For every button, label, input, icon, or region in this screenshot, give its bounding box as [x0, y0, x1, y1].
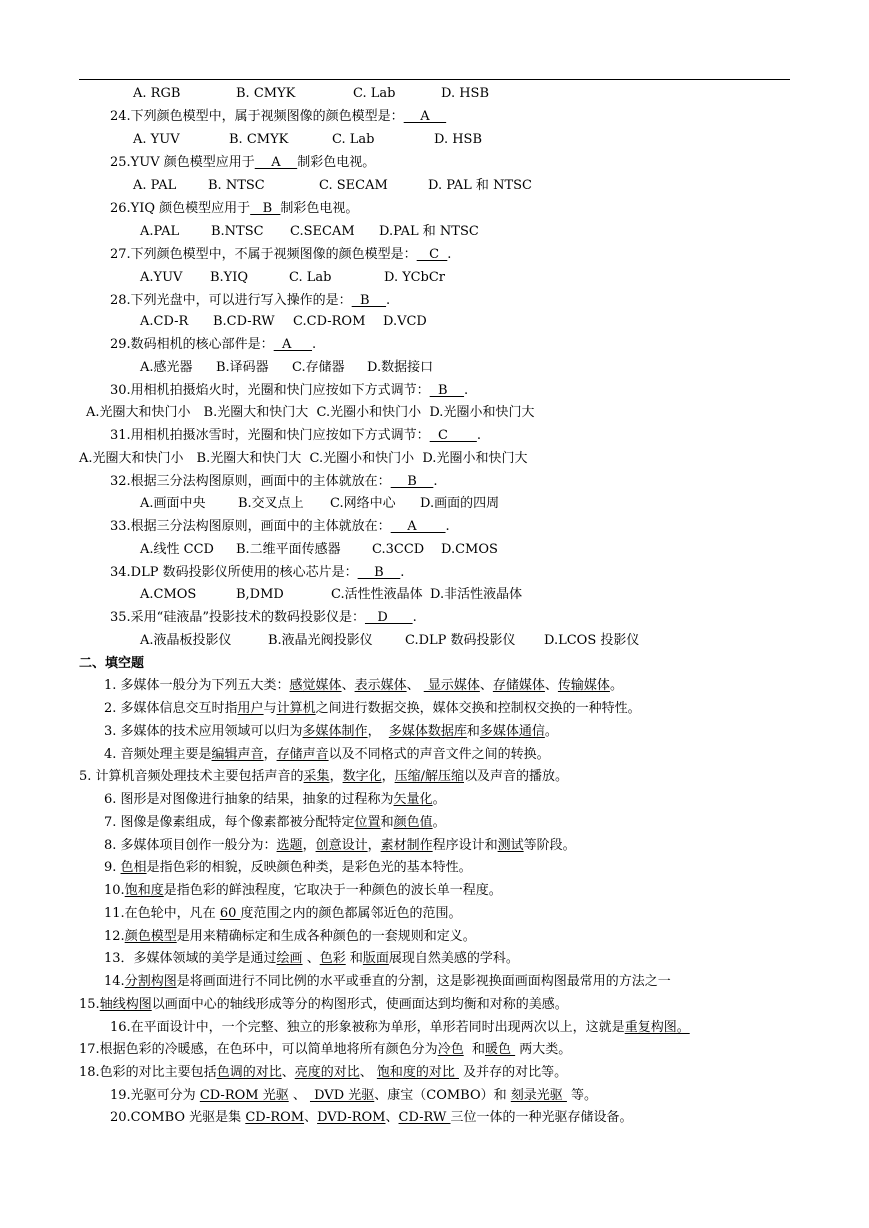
fill-answer: 数字化 [342, 769, 382, 784]
question-suffix: . [312, 337, 317, 352]
fill-text: 。 [609, 678, 623, 693]
option-b: B.交叉点上 [238, 496, 304, 511]
option-d: D.LCOS 投影仪 [544, 633, 640, 648]
fill-answer: 暖色 [484, 1042, 516, 1057]
answer-blank: C [429, 428, 477, 443]
fill-answer: 创意设计 [315, 838, 368, 853]
fill-answer: 轴线构图 [99, 997, 152, 1012]
fill-text: 16.在平面设计中，一个完整、独立的形象被称为单形，单形若同时出现两次以上，这就是 [110, 1020, 625, 1035]
options-l30 [86, 404, 534, 422]
question-text: 29.数码相机的核心部件是： [110, 337, 274, 352]
fill-answer: 用户 [237, 701, 264, 716]
fill-answer: 绘画 [276, 951, 303, 966]
option-c: C.网络中心 [330, 496, 396, 511]
question-text: 26.YIQ 颜色模型应用于 [110, 201, 251, 216]
fill-text: 是指色彩的鲜浊程度，它取决于一种颜色的波长单一程度。 [163, 883, 502, 898]
option-c: C. Lab [289, 270, 332, 285]
option-a: A.线性 CCD [140, 542, 214, 557]
question-text: 33.根据三分法构图原则，画面中的主体就放在： [110, 519, 391, 534]
section-title: 二、填空题 [79, 656, 145, 671]
fill-text: 是指色彩的相貌，反映颜色种类，是彩色光的基本特性。 [146, 860, 472, 875]
question-text: 32.根据三分法构图原则，画面中的主体就放在： [110, 474, 391, 489]
option-c: C.CD-ROM [293, 314, 366, 329]
fill-answer: 饱和度的对比 [376, 1065, 460, 1080]
fill-text: 、 [288, 1088, 310, 1103]
question-q30 [110, 382, 468, 400]
question-suffix: . [476, 428, 481, 443]
fill-answer: 色彩 [319, 951, 346, 966]
option-a: A.PAL [140, 224, 180, 239]
fill-item-f12 [104, 928, 476, 946]
option-c: C.SECAM [290, 224, 355, 239]
option-d: D.CMOS [441, 542, 498, 557]
question-q31 [110, 427, 481, 445]
fill-text: 、 [304, 1110, 318, 1125]
question-text: 31.用相机拍摄冰雪时，光圈和快门应按如下方式调节： [110, 428, 430, 443]
fill-text: 及并存的对比等。 [459, 1065, 568, 1080]
question-q27 [110, 246, 451, 264]
fill-answer: 60 [219, 906, 241, 921]
fill-text: 两大类。 [515, 1042, 572, 1057]
fill-answer: 亮度的对比 [294, 1065, 360, 1080]
fill-answer: 素材制作 [380, 838, 433, 853]
question-text: 24.下列颜色模型中，属于视频图像的颜色模型是： [110, 109, 404, 124]
option-b: B. CMYK [229, 132, 289, 147]
fill-text: 1. 多媒体一般分为下列五大类： [104, 678, 290, 693]
fill-text: 和 [380, 815, 394, 830]
fill-text: ， [263, 747, 277, 762]
fill-text: 6. 图形是对图像进行抽象的结果，抽象的过程称为 [104, 792, 394, 807]
fill-answer: 分割构图 [124, 974, 177, 989]
fill-answer: CD-ROM 光驱 [199, 1088, 289, 1103]
fill-text: 和 [345, 951, 363, 966]
fill-answer: 色相 [120, 860, 147, 875]
fill-text: 和 [466, 724, 480, 739]
option-d: D. HSB [441, 86, 490, 101]
fill-answer: 测试 [497, 838, 524, 853]
option-a: A.液晶板投影仪 [140, 633, 232, 648]
fill-answer: 位置 [354, 815, 381, 830]
fill-text: 20.COMBO 光驱是集 [110, 1110, 246, 1125]
fill-item-f2 [104, 700, 641, 718]
fill-answer: 颜色值 [393, 815, 433, 830]
fill-text: 、 [359, 1065, 377, 1080]
option-d: D.非活性液晶体 [430, 587, 523, 602]
fill-item-f11 [104, 905, 462, 923]
fill-text: 11.在色轮中，凡在 [104, 906, 220, 921]
fill-answer: 编辑声音 [211, 747, 264, 762]
option-a: A. YUV [133, 132, 180, 147]
fill-answer: 传输媒体 [557, 678, 610, 693]
fill-text: 5. 计算机音频处理技术主要包括声音的 [79, 769, 304, 784]
answer-blank: B [429, 383, 465, 398]
answer-blank: B [357, 565, 401, 580]
answer-blank: A [403, 109, 447, 124]
question-text: 25.YUV 颜色模型应用于 [110, 155, 255, 170]
question-q29 [110, 336, 316, 354]
question-suffix: . [447, 247, 452, 262]
fill-text: ， [329, 769, 343, 784]
fill-answer: DVD-ROM [317, 1110, 386, 1125]
answer-blank: A [273, 337, 313, 352]
fill-answer: DVD 光驱 [309, 1088, 375, 1103]
fill-item-f5 [79, 768, 568, 786]
fill-item-f13 [104, 950, 519, 968]
fill-item-f14 [104, 973, 671, 991]
fill-text: 与 [263, 701, 277, 716]
fill-item-f10 [104, 882, 502, 900]
fill-text: 、康宝（COMBO）和 [374, 1088, 511, 1103]
fill-text: 4. 音频处理主要是 [104, 747, 212, 762]
fill-item-f7 [104, 814, 446, 832]
fill-answer: 存储声音 [276, 747, 329, 762]
option-a: A.YUV [140, 270, 183, 285]
fill-text: 12. [104, 929, 125, 944]
fill-text: 14. [104, 974, 125, 989]
option-c: C. Lab [332, 132, 375, 147]
option-d: D. PAL 和 NTSC [428, 178, 532, 193]
fill-text: ， [367, 724, 389, 739]
fill-text: 等。 [566, 1088, 598, 1103]
fill-answer: 表示媒体 [354, 678, 407, 693]
option-b: B.二维平面传感器 [236, 542, 341, 557]
option-d: D.VCD [383, 314, 427, 329]
question-text: 27.下列颜色模型中，不属于视频图像的颜色模型是： [110, 247, 417, 262]
fill-item-f15 [79, 996, 568, 1014]
question-q34 [110, 564, 404, 582]
question-suffix: . [412, 610, 417, 625]
option-b: B.CD-RW [213, 314, 275, 329]
question-q28 [110, 292, 390, 310]
fill-text: 以画面中心的轴线形成等分的构图形式，使画面达到均衡和对称的美感。 [151, 997, 568, 1012]
fill-text: 19.光驱可分为 [110, 1088, 200, 1103]
fill-text: 是用来精确标定和生成各种颜色的一套规则和定义。 [176, 929, 476, 944]
fill-text: 10. [104, 883, 125, 898]
answer-blank: C [416, 247, 448, 262]
fill-answer: 刻录光驱 [510, 1088, 567, 1103]
fill-text: ， [381, 769, 395, 784]
option-c: C. Lab [353, 86, 396, 101]
answer-blank: B [351, 293, 387, 308]
option-b: B.YIQ [210, 270, 249, 285]
answer-blank: A [390, 519, 446, 534]
option-d: D.画面的四周 [420, 496, 500, 511]
fill-text: 和 [463, 1042, 485, 1057]
fill-text: 之间进行数据交换，媒体交换和控制权交换的一种特性。 [315, 701, 641, 716]
question-text: 35.采用“硅液晶”投影技术的数码投影仪是： [110, 610, 365, 625]
options-text: A.光圈大和快门小 B.光圈大和快门大 C.光圈小和快门小 D.光圈小和快门大 [79, 451, 528, 466]
fill-text: 。 [432, 792, 446, 807]
fill-answer: 多媒体制作 [302, 724, 368, 739]
question-suffix: . [464, 383, 469, 398]
option-c: C. SECAM [319, 178, 388, 193]
answer-blank: B [390, 474, 434, 489]
option-a: A.CMOS [140, 587, 197, 602]
fill-answer: 计算机 [276, 701, 316, 716]
option-b: B.液晶光阀投影仪 [268, 633, 373, 648]
fill-text: 是将画面进行不同比例的水平或垂直的分割，这是影视换面画面构图最常用的方法之一 [176, 974, 671, 989]
fill-item-f17 [79, 1041, 571, 1059]
fill-answer: 饱和度 [124, 883, 164, 898]
option-b: B. CMYK [236, 86, 296, 101]
fill-text: 、 [406, 678, 424, 693]
fill-text: 15. [79, 997, 100, 1012]
fill-answer: 采集 [303, 769, 330, 784]
fill-item-f20 [110, 1109, 633, 1127]
option-b: B.译码器 [216, 360, 269, 375]
fill-text: 以及不同格式的声音文件之间的转换。 [328, 747, 550, 762]
fill-item-f9 [104, 859, 472, 877]
option-b: B. NTSC [208, 178, 265, 193]
fill-answer: CD-RW [398, 1110, 451, 1125]
fill-text: 。 [432, 815, 446, 830]
fill-text: 13．多媒体领域的美学是通过 [104, 951, 277, 966]
options-text: A.光圈大和快门小 B.光圈大和快门大 C.光圈小和快门小 D.光圈小和快门大 [86, 405, 535, 420]
fill-answer: 色调的对比 [216, 1065, 282, 1080]
fill-text: 。 [544, 724, 558, 739]
question-text: 30.用相机拍摄焰火时，光圈和快门应按如下方式调节： [110, 383, 430, 398]
fill-item-f16 [110, 1019, 690, 1037]
fill-text: 以及声音的播放。 [464, 769, 569, 784]
fill-text: 9. [104, 860, 121, 875]
fill-answer: 重复构图。 [624, 1020, 690, 1035]
option-a: A. RGB [133, 86, 181, 101]
option-c: C.存储器 [292, 360, 345, 375]
answer-blank: A [254, 155, 298, 170]
question-suffix: 制彩色电视。 [280, 201, 359, 216]
question-suffix: . [386, 293, 391, 308]
option-b: B.NTSC [211, 224, 264, 239]
option-a: A.感光器 [140, 360, 193, 375]
answer-blank: B [250, 201, 281, 216]
fill-text: 、 [302, 951, 320, 966]
fill-text: 、 [544, 678, 558, 693]
option-c: C.活性性液晶体 [331, 587, 423, 602]
option-d: D.PAL 和 NTSC [379, 224, 479, 239]
option-d: D. YCbCr [384, 270, 446, 285]
question-suffix: 制彩色电视。 [297, 155, 376, 170]
fill-answer: 压缩/解压缩 [394, 769, 464, 784]
fill-text: 度范围之内的颜色都属邻近色的范围。 [240, 906, 462, 921]
option-c: C.3CCD [372, 542, 425, 557]
fill-text: ， [302, 838, 316, 853]
fill-answer: 多媒体通信 [479, 724, 545, 739]
fill-answer: 感觉媒体 [289, 678, 342, 693]
fill-answer: 冷色 [437, 1042, 464, 1057]
fill-item-f6 [104, 791, 446, 809]
question-q35 [110, 609, 417, 627]
fill-answer: 选题 [276, 838, 303, 853]
fill-text: 三位一体的一种光驱存储设备。 [450, 1110, 633, 1125]
fill-answer: CD-ROM [245, 1110, 305, 1125]
answer-blank: D [364, 610, 413, 625]
fill-text: ， [367, 838, 381, 853]
fill-answer: 存储媒体 [492, 678, 545, 693]
question-suffix: . [400, 565, 405, 580]
fill-text: 18.色彩的对比主要包括 [79, 1065, 217, 1080]
fill-text: 等阶段。 [523, 838, 576, 853]
fill-text: 8. 多媒体项目创作一般分为： [104, 838, 277, 853]
question-suffix: . [433, 474, 438, 489]
question-text: 28.下列光盘中，可以进行写入操作的是： [110, 293, 352, 308]
header-rule [79, 79, 790, 80]
question-text: 34.DLP 数码投影仪所使用的核心芯片是： [110, 565, 358, 580]
fill-item-f1 [104, 677, 623, 695]
fill-answer: 多媒体数据库 [388, 724, 467, 739]
fill-text: 2. 多媒体信息交互时指 [104, 701, 238, 716]
options-l31 [79, 450, 527, 468]
fill-text: 、 [281, 1065, 295, 1080]
question-q32 [110, 473, 437, 491]
option-a: A.CD-R [140, 314, 189, 329]
question-q24 [110, 108, 446, 126]
fill-answer: 版面 [362, 951, 389, 966]
fill-text: 、 [385, 1110, 399, 1125]
question-q25 [110, 154, 375, 172]
fill-answer: 显示媒体 [423, 678, 480, 693]
fill-text: 、 [341, 678, 355, 693]
question-suffix: . [445, 519, 450, 534]
fill-text: 展现自然美感的学科。 [388, 951, 519, 966]
option-c: C.DLP 数码投影仪 [405, 633, 516, 648]
fill-text: 、 [479, 678, 493, 693]
fill-text: 程序设计和 [432, 838, 498, 853]
option-a: A.画面中央 [140, 496, 206, 511]
fill-answer: 矢量化 [393, 792, 433, 807]
option-d: D. HSB [434, 132, 483, 147]
question-q26 [110, 200, 358, 218]
fill-answer: 颜色模型 [124, 929, 177, 944]
option-b: B,DMD [236, 587, 284, 602]
fill-text: 7. 图像是像素组成，每个像素都被分配特定 [104, 815, 355, 830]
option-d: D.数据接口 [367, 360, 434, 375]
fill-item-f3 [104, 723, 558, 741]
fill-item-f18 [79, 1064, 567, 1082]
question-q33 [110, 518, 450, 536]
fill-item-f19 [110, 1087, 597, 1105]
fill-item-f4 [104, 746, 550, 764]
fill-text: 3. 多媒体的技术应用领域可以归为 [104, 724, 303, 739]
fill-text: 17.根据色彩的冷暖感，在色环中，可以简单地将所有颜色分为 [79, 1042, 438, 1057]
option-a: A. PAL [133, 178, 177, 193]
fill-item-f8 [104, 837, 576, 855]
